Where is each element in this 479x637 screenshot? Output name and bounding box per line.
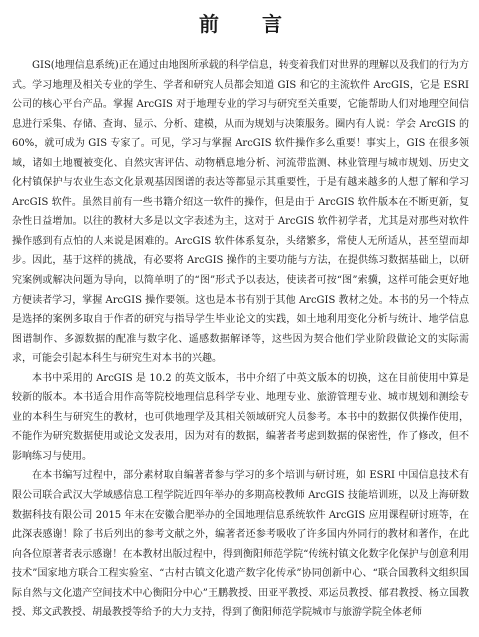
preface-body bbox=[12, 56, 469, 623]
preface-page bbox=[12, 0, 469, 637]
paragraph-2: 本书中采用的 ArcGIS 是 10.2 的英文版本，书中介绍了中英文版本的切换，这在目前使用中算是较新的版本。本书适合用作高等院校地理信息科学专业、地理专业、旅游管理专业、城市规划和测绘专业的本科生与研究生的教材，也可供地理学及其相关领域研究人员参考。本书中的数据仅供操作使用，不能作为研究数据使用或论文发表用，因为对有的数据，编著者考虑到数据的保密性，作了修改，但不影响练习与使用。 bbox=[12, 372, 469, 462]
paragraph-1: GIS(地理信息系统)正在通过由地图所承载的科学信息，转变着我们对世界的理解以及我们的行为方式。学习地理及相关专业的学生、学者和研究人员都会知道 GIS 和它的主流软件 ArcGIS，它是 ESRI 公司的核心平台产品。掌握 ArcGIS 对于地理专业的学习与研究至关重要，它能帮助人们对地理空间信息进行采集、存储、查询、显示、分析、建模，从而为规划与决策服务。圈内有人说：学会 ArcGIS 的 60%，就可成为 GIS 专家了。可见，学习与掌握 ArcGIS 软件操作多么重要！事实上，GIS 在很多领域，诸如土地覆被变化、自然灾害评估、动物栖息地分析、河流带监测、林业管理与城市规划、历史文化村镇保护与农业生态文化景观基因图谱的表达等都显示其重要性，于是有越来越多的人想了解和学习 ArcGIS 软件。虽然目前有一些书籍介绍这一软件的操作，但是由于 ArcGIS 软件版本在不断更新，复杂性日益增加。以往的教材大多是以文字表述为主，这对于 ArcGIS 软件初学者，尤其是对那些对软件操作感到有点怕的人来说是困难的。ArcGIS 软件体系复杂，头绪繁多，常使人无所适从，甚至望而却步。因此，基于这样的挑战，有必要将 ArcGIS 操作的主要功能与方法，在提供练习数据基础上，以研究案例或解决问题为导向，以简单明了的“图”形式予以表达，使读者可按“图”索骥，这样可能会更好地方便读者学习，掌握 ArcGIS 操作要领。这也是本书有别于其他 ArcGIS 教材之处。本书的另一个特点是选择的案例多取自于作者的研究与指导学生毕业论文的实践，如土地利用变化分析与统计、地学信息图谱制作、多源数据的配准与数字化、遥感数据解译等，这些因为契合他们学业阶段做论文的实际需求，可能会引起本科生与研究生对本书的兴趣。 bbox=[12, 60, 469, 365]
page-title: 前 言 bbox=[199, 12, 300, 36]
paragraph-3: 在本书编写过程中，部分素材取自编著者参与学习的多个培训与研讨班，如 ESRI 中国信息技术有限公司联合武汉大学域感信息工程学院近四年举办的多期高校教师 ArcGIS 技能培训班，以及上海研数数据科技有限公司 2015 年末在安徽合肥举办的全国地理信息系统软件 ArcGIS 应用课程研讨班等，在此深表感谢！除了书后列出的参考文献之外，编著者还参考吸收了许多国内外同行的教材和著作，在此向各位原著者表示感谢！在本教材出版过程中，得到衡阳师范学院“传统村镇文化数字化保护与创意利用技术”国家地方联合工程实验室、“古村古镇文化遗产数字化传承”协同创新中心、“联合国教科文组织国际自然与文化遗产空间技术中心衡阳分中心”王鹏教授、田亚平教授、邓运员教授、郁君教授、杨立国教授、郑文武教授、胡最教授等给予的大力支持，得到了衡阳师范学院城市与旅游学院全体老师 bbox=[12, 470, 469, 619]
